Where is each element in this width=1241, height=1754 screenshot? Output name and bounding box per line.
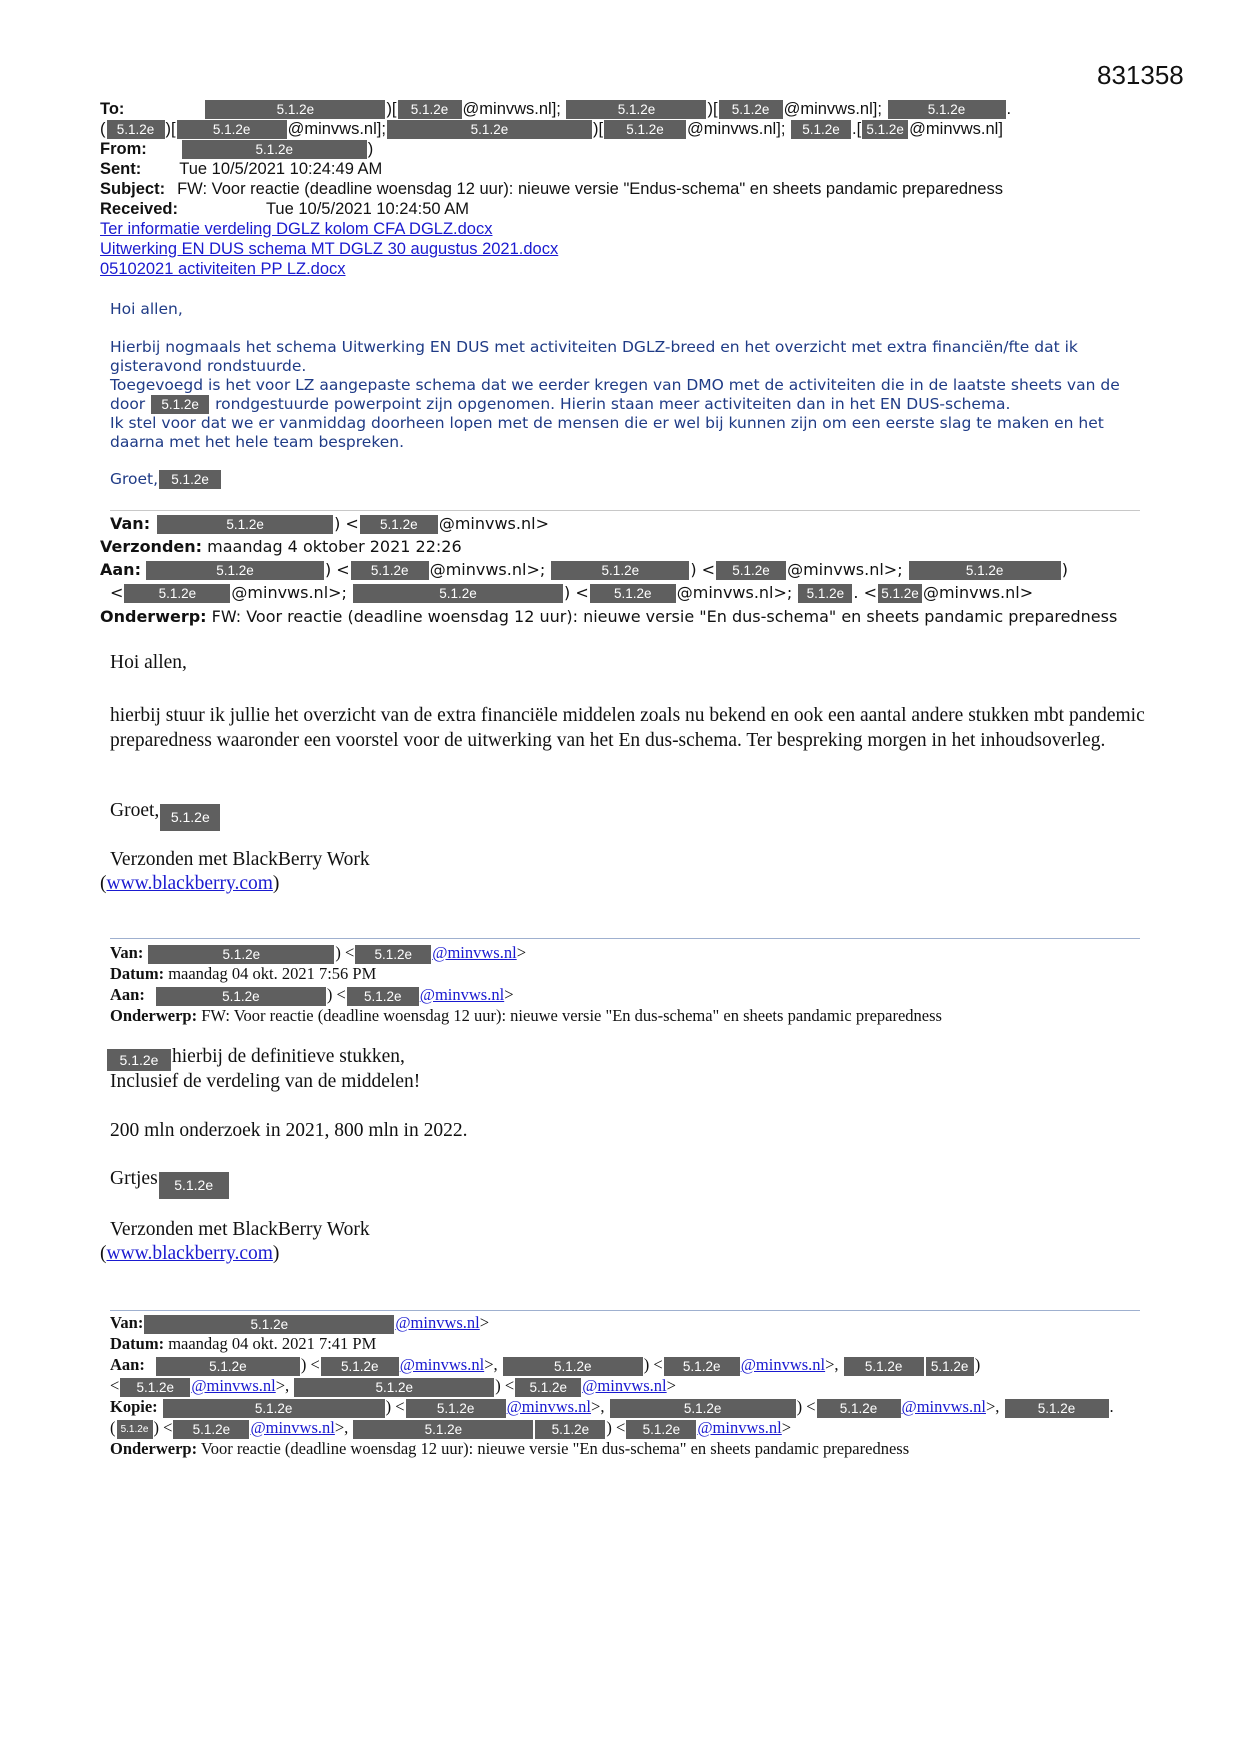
email2-aan-line2: < 5.1.2e @minvws.nl>; 5.1.2e ) < 5.1.2e @minvws.nl>; 5.1.2e . < 5.1.2e @minvws.nl>: [110, 583, 1034, 602]
email1-subject-line: [100, 180, 1003, 199]
document-number: 831358: [1097, 60, 1184, 90]
email-domain: @minvws.nl: [395, 1313, 480, 1332]
email2-onderwerp-line: Onderwerp: FW: Voor reactie (deadline woensdag 12 uur): nieuwe versie "En dus-schema" en sheets pandamic preparedness: [100, 607, 1118, 626]
email1-para2-line1: Toegevoegd is het voor LZ aangepaste schema dat we eerder kregen van DMO met de activiteiten die in de laatste sheets van de: [110, 376, 1120, 394]
email-domain: @minvws.nl: [909, 120, 999, 138]
email-domain: @minvws.nl: [250, 1418, 335, 1437]
email1-sent-line: [100, 160, 382, 179]
redaction: 5.1.2e: [353, 1420, 533, 1439]
redaction: 5.1.2e: [151, 395, 209, 414]
redaction: 5.1.2e: [791, 120, 851, 139]
email4-kopie-line2: ( 5.1.2e ) < 5.1.2e @minvws.nl>, 5.1.2e 5.1.2e ) < 5.1.2e @minvws.nl>: [110, 1418, 792, 1437]
email4-kopie-line: Kopie: 5.1.2e ) < 5.1.2e @minvws.nl>, 5.1.2e ) < 5.1.2e @minvws.nl>, 5.1.2e .: [110, 1397, 1114, 1416]
email2-body: hierbij stuur ik jullie het overzicht van de extra financiële middelen zoals nu bekend en ook een aantal andere stukken mbt pandemic preparedness waaronder een voorstel voor de uitwerking van het En dus-schema. Ter bespreking morgen in het inhoudsoverleg.: [110, 705, 1145, 751]
email3-sent-with: Verzonden met BlackBerry Work: [110, 1219, 370, 1240]
redaction: 5.1.2e: [351, 561, 429, 580]
email1-greeting: Hoi allen,: [110, 300, 183, 318]
redaction: 5.1.2e: [107, 1049, 171, 1071]
redaction: 5.1.2e: [353, 584, 563, 603]
email1-to-line2: ( 5.1.2e )[ 5.1.2e @minvws.nl]; 5.1.2e )[ 5.1.2e @minvws.nl]; 5.1.2e .[ 5.1.2e @minvws.nl]: [100, 120, 1003, 138]
redaction: 5.1.2e: [144, 1315, 394, 1334]
subject-value: FW: Voor reactie (deadline woensdag 12 uur): nieuwe versie "Endus-schema" en sheets pandamic preparedness: [177, 180, 1003, 198]
email-domain: @minvws.nl: [787, 560, 884, 579]
email1-para3: Ik stel voor dat we er vanmiddag doorheen lopen met de mensen die er wel bij kunnen zijn om een eerste slag te maken en het daarna met het hele team bespreken.: [110, 414, 1104, 451]
attachment-link[interactable]: Uitwerking EN DUS schema MT DGLZ 30 augustus 2021.docx: [100, 240, 559, 258]
email-domain: @minvws.nl: [231, 583, 329, 602]
email3-van-line: Van: 5.1.2e ) < 5.1.2e @minvws.nl>: [110, 943, 526, 962]
email1-para2-line2: door 5.1.2e rondgestuurde powerpoint zijn opgenomen. Hierin staan meer activiteiten dan in het EN DUS-schema.: [110, 395, 1011, 413]
from-label: From:: [100, 140, 147, 158]
redaction: 5.1.2e: [719, 100, 783, 119]
email2-sent-with: Verzonden met BlackBerry Work: [110, 849, 370, 870]
email-domain: @minvws.nl: [506, 1397, 592, 1416]
redaction: 5.1.2e: [590, 584, 676, 603]
redaction: 5.1.2e: [716, 561, 786, 580]
to-label: To:: [100, 100, 125, 118]
redaction: 5.1.2e: [604, 120, 686, 139]
redaction: 5.1.2e: [182, 140, 367, 159]
redaction: 5.1.2e: [156, 1357, 300, 1376]
redaction: 5.1.2e: [117, 1420, 153, 1439]
redaction: 5.1.2e: [347, 987, 419, 1006]
email4-aan-line2: < 5.1.2e @minvws.nl>, 5.1.2e ) < 5.1.2e @minvws.nl>: [110, 1376, 676, 1395]
email-domain: @minvws.nl: [191, 1376, 276, 1395]
email3-line3: 200 mln onderzoek in 2021, 800 mln in 2022.: [110, 1120, 468, 1141]
redaction: 5.1.2e: [909, 561, 1061, 580]
redaction: 5.1.2e: [205, 100, 385, 119]
email-domain: @minvws.nl: [676, 583, 774, 602]
redaction: 5.1.2e: [626, 1420, 696, 1439]
redaction: 5.1.2e: [159, 1172, 229, 1199]
email4-van-line: Van: 5.1.2e @minvws.nl>: [110, 1313, 490, 1332]
email1-closing: Groet, 5.1.2e: [110, 470, 222, 489]
email2-site-line: (www.blackberry.com): [100, 873, 280, 894]
redaction: 5.1.2e: [146, 561, 324, 580]
redaction: 5.1.2e: [159, 470, 221, 489]
redaction: 5.1.2e: [1005, 1399, 1109, 1418]
redaction: 5.1.2e: [515, 1378, 581, 1397]
redaction: 5.1.2e: [535, 1420, 605, 1439]
email-domain: @minvws.nl: [582, 1376, 667, 1395]
redaction: 5.1.2e: [163, 1399, 385, 1418]
redaction: 5.1.2e: [888, 100, 1006, 119]
email1-para1: Hierbij nogmaals het schema Uitwerking EN DUS met activiteiten DGLZ-breed en het overzicht met extra financiën/fte dat ik gisteravond rondstuurde.: [110, 338, 1078, 375]
redaction: 5.1.2e: [355, 945, 431, 964]
redaction: 5.1.2e: [360, 515, 438, 534]
redaction: 5.1.2e: [503, 1357, 643, 1376]
email-domain: @minvws.nl: [740, 1355, 826, 1374]
email1-from-line: From: 5.1.2e ): [100, 140, 374, 158]
sent-value: Tue 10/5/2021 10:24:49 AM: [179, 160, 383, 178]
email3-aan-line: Aan: 5.1.2e ) < 5.1.2e @minvws.nl>: [110, 985, 514, 1004]
redaction: 5.1.2e: [107, 120, 165, 139]
received-label: Received:: [100, 200, 178, 218]
redaction: 5.1.2e: [124, 584, 230, 603]
redaction: 5.1.2e: [862, 120, 908, 139]
subject-label: Subject:: [100, 180, 166, 198]
email-domain: @minvws.nl: [429, 560, 527, 579]
email2-aan-line: Aan: 5.1.2e ) < 5.1.2e @minvws.nl>; 5.1.2e ) < 5.1.2e @minvws.nl>; 5.1.2e ): [100, 560, 1068, 579]
redaction: 5.1.2e: [160, 804, 220, 831]
email3-site-line: (www.blackberry.com): [100, 1243, 280, 1264]
redaction: 5.1.2e: [406, 1399, 506, 1418]
divider: [110, 1310, 1140, 1311]
email2-van-line: Van: 5.1.2e ) < 5.1.2e @minvws.nl>: [110, 514, 549, 533]
email3-closing: Grtjes 5.1.2e: [110, 1168, 230, 1199]
email4-datum-line: Datum: maandag 04 okt. 2021 7:41 PM: [110, 1334, 377, 1353]
attachment-link[interactable]: Ter informatie verdeling DGLZ kolom CFA DGLZ.docx: [100, 220, 493, 238]
email2-verzonden-line: Verzonden: maandag 4 oktober 2021 22:26: [100, 537, 462, 556]
divider: [110, 510, 1140, 511]
blackberry-link[interactable]: www.blackberry.com: [106, 1243, 273, 1264]
redaction: 5.1.2e: [566, 100, 706, 119]
email2-greeting: Hoi allen,: [110, 652, 187, 673]
redaction: 5.1.2e: [387, 120, 592, 139]
redaction: 5.1.2e: [664, 1357, 740, 1376]
redaction: 5.1.2e: [173, 1420, 249, 1439]
email-domain: @minvws.nl: [901, 1397, 986, 1416]
sent-label: Sent:: [100, 160, 142, 178]
email-domain: @minvws.nl: [432, 943, 517, 962]
email4-onderwerp-line: Onderwerp: Voor reactie (deadline woensdag 12 uur): nieuwe versie "En dus-schema" en sheets pandamic preparedness: [110, 1439, 910, 1458]
email1-received-line: [100, 200, 469, 219]
redaction: 5.1.2e: [844, 1357, 924, 1376]
redaction: 5.1.2e: [926, 1357, 974, 1376]
email-domain: @minvws.nl: [687, 120, 777, 138]
email2-closing: Groet, 5.1.2e: [110, 800, 221, 831]
redaction: 5.1.2e: [321, 1357, 399, 1376]
divider: [110, 938, 1140, 939]
attachment-link[interactable]: 05102021 activiteiten PP LZ.docx: [100, 260, 346, 278]
email-domain: @minvws.nl: [399, 1355, 485, 1374]
email1-to-line: To: 5.1.2e )[ 5.1.2e @minvws.nl]; 5.1.2e )[ 5.1.2e @minvws.nl]; 5.1.2e .: [100, 100, 1012, 118]
email3-onderwerp-line: Onderwerp: FW: Voor reactie (deadline woensdag 12 uur): nieuwe versie "En dus-schema" en sheets pandamic preparedness: [110, 1006, 942, 1025]
email-domain: @minvws.nl: [438, 514, 536, 533]
redaction: 5.1.2e: [817, 1399, 901, 1418]
redaction: 5.1.2e: [156, 987, 326, 1006]
redaction: 5.1.2e: [120, 1378, 190, 1397]
redaction: 5.1.2e: [157, 515, 333, 534]
redaction: 5.1.2e: [610, 1399, 796, 1418]
email-domain: @minvws.nl: [287, 120, 377, 138]
blackberry-link[interactable]: www.blackberry.com: [106, 873, 273, 894]
redaction: 5.1.2e: [551, 561, 689, 580]
email-domain: @minvws.nl: [462, 100, 552, 118]
email4-aan-line: Aan: 5.1.2e ) < 5.1.2e @minvws.nl>, 5.1.2e ) < 5.1.2e @minvws.nl>, 5.1.2e 5.1.2e ): [110, 1355, 981, 1374]
redaction: 5.1.2e: [177, 120, 287, 139]
redaction: 5.1.2e: [798, 584, 852, 603]
redaction: 5.1.2e: [398, 100, 462, 119]
email-domain: @minvws.nl: [697, 1418, 782, 1437]
redaction: 5.1.2e: [294, 1378, 494, 1397]
email3-line1: 5.1.2e hierbij de definitieve stukken,: [106, 1046, 405, 1071]
email3-line2: Inclusief de verdeling van de middelen!: [110, 1071, 421, 1092]
email-domain: @minvws.nl: [419, 985, 505, 1004]
redaction: 5.1.2e: [878, 584, 922, 603]
received-value: Tue 10/5/2021 10:24:50 AM: [265, 200, 470, 218]
email3-datum-line: Datum: maandag 04 okt. 2021 7:56 PM: [110, 964, 377, 983]
email-domain: @minvws.nl: [922, 583, 1020, 602]
email-domain: @minvws.nl: [783, 100, 873, 118]
redaction: 5.1.2e: [148, 945, 334, 964]
